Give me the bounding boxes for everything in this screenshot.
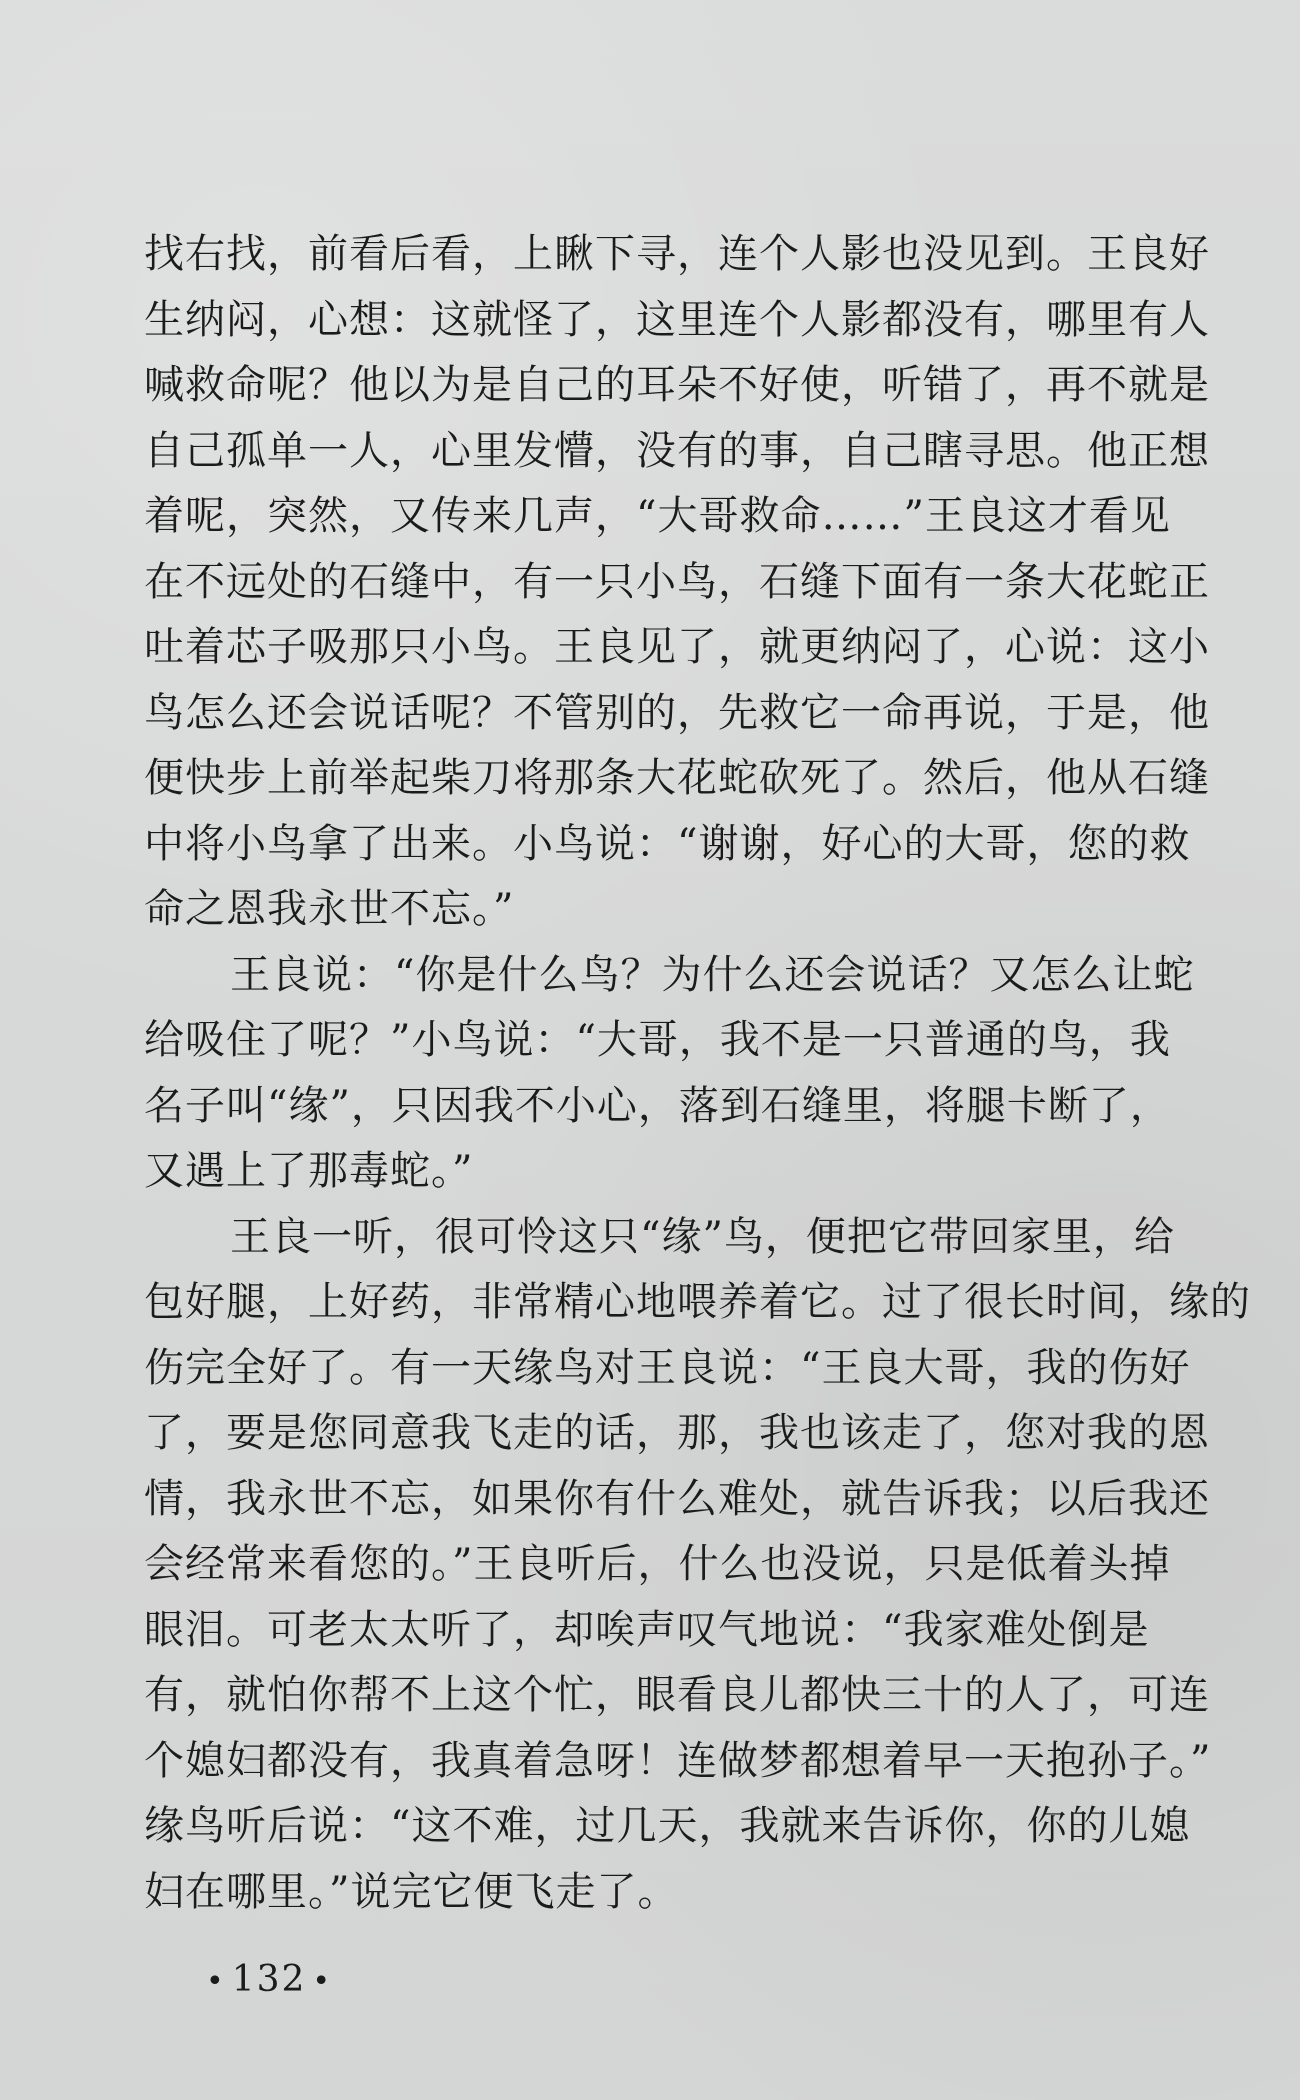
paragraph-1 xyxy=(144,222,1284,943)
text-line: 妇在哪里。”说完它便飞走了。 xyxy=(144,1868,679,1915)
text-line: 王良一听，很可怜这只“缘”鸟，便把它带回家里，给 xyxy=(230,1213,1175,1260)
text-line: 了，要是您同意我飞走的话，那，我也该走了，您对我的恩 xyxy=(144,1410,1210,1456)
body-text xyxy=(144,222,1284,1925)
text-line: 喊救命呢？他以为是自己的耳朵不好使，听错了，再不就是 xyxy=(144,362,1210,408)
text-line: 命之恩我永世不忘。” xyxy=(144,886,515,932)
text-line: 王良说：“你是什么鸟？为什么还会说话？又怎么让蛇 xyxy=(230,951,1195,998)
paragraph-2 xyxy=(144,943,1284,1205)
text-line: 包好腿，上好药，非常精心地喂养着它。过了很长时间，缘的 xyxy=(144,1279,1251,1325)
text-line: 便快步上前举起柴刀将那条大花蛇砍死了。然后，他从石缝 xyxy=(144,755,1210,801)
text-line: 吐着芯子吸那只小鸟。王良见了，就更纳闷了，心说：这小 xyxy=(144,624,1210,670)
text-line: 名子叫“缘”，只因我不小心，落到石缝里，将腿卡断了， xyxy=(144,1082,1171,1129)
text-line: 缘鸟听后说：“这不难，过几天，我就来告诉你，你的儿媳 xyxy=(144,1803,1191,1849)
bullet-dot-icon: • xyxy=(312,1964,333,1999)
text-line: 中将小鸟拿了出来。小鸟说：“谢谢，好心的大哥，您的救 xyxy=(144,820,1191,867)
page-number xyxy=(200,1955,338,2007)
text-line: 找右找，前看后看，上瞅下寻，连个人影也没见到。王良好 xyxy=(144,231,1210,277)
text-line: 有，就怕你帮不上这个忙，眼看良儿都快三十的人了，可连 xyxy=(144,1672,1210,1718)
text-line: 鸟怎么还会说话呢？不管别的，先救它一命再说，于是，他 xyxy=(144,689,1210,736)
bullet-dot-icon: • xyxy=(206,1964,226,1999)
text-line: 给吸住了呢？”小鸟说：“大哥，我不是一只普通的鸟，我 xyxy=(144,1017,1171,1063)
text-line: 个媳妇都没有，我真着急呀！连做梦都想着早一天抱孙子。” xyxy=(144,1737,1212,1784)
text-line: 会经常来看您的。”王良听后，什么也没说，只是低着头掉 xyxy=(144,1541,1171,1587)
text-line: 伤完全好了。有一天缘鸟对王良说：“王良大哥，我的伤好 xyxy=(144,1344,1191,1391)
text-line: 生纳闷，心想：这就怪了，这里连个人影都没有，哪里有人 xyxy=(144,296,1210,343)
text-line: 着呢，突然，又传来几声，“大哥救命……”王良这才看见 xyxy=(144,493,1171,539)
page-number-value: 132 xyxy=(231,1959,307,2000)
text-line: 情，我永世不忘，如果你有什么难处，就告诉我；以后我还 xyxy=(144,1475,1210,1522)
text-line: 又遇上了那毒蛇。” xyxy=(144,1148,474,1194)
paragraph-3 xyxy=(144,1205,1284,1926)
text-line: 在不远处的石缝中，有一只小鸟，石缝下面有一条大花蛇正 xyxy=(144,558,1210,605)
text-line: 自己孤单一人，心里发懵，没有的事，自己瞎寻思。他正想 xyxy=(144,427,1210,474)
text-line: 眼泪。可老太太听了，却唉声叹气地说：“我家难处倒是 xyxy=(144,1606,1150,1653)
